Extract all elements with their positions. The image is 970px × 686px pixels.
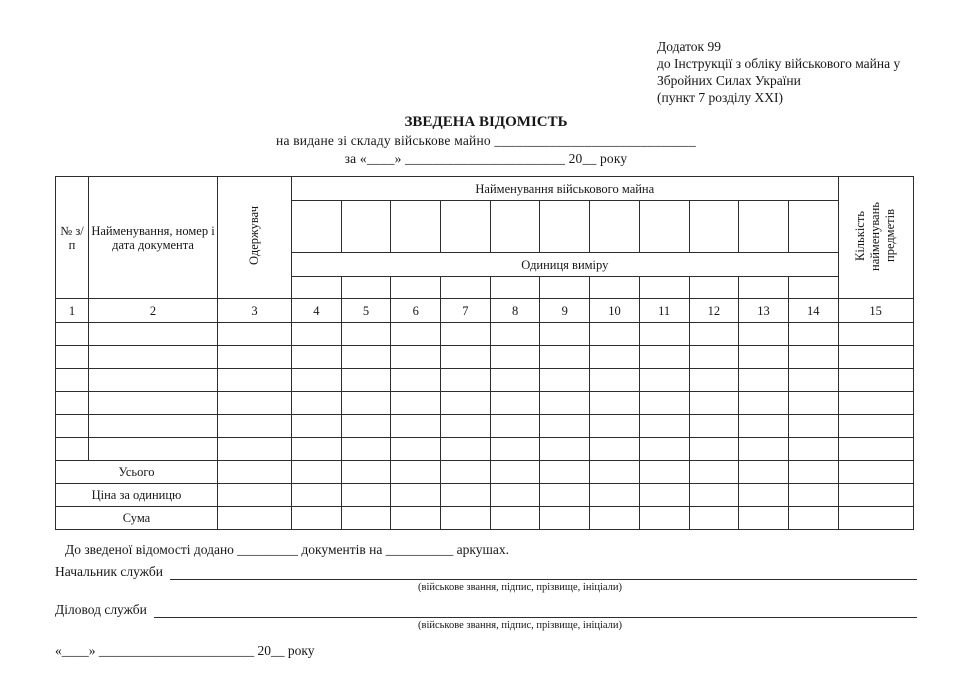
clerk-signature-line	[154, 603, 917, 618]
table-cell	[540, 392, 590, 415]
table-cell	[441, 507, 491, 530]
table-cell	[639, 507, 689, 530]
table-cell	[56, 392, 89, 415]
table-cell	[341, 392, 391, 415]
form-period-line: за «____» _______________________ 20__ року	[344, 151, 628, 166]
form-title: ЗВЕДЕНА ВІДОМІСТЬ	[404, 114, 568, 130]
table-cell	[788, 507, 838, 530]
table-cell	[590, 323, 640, 346]
column-number: 1	[56, 299, 89, 323]
column-number: 3	[218, 299, 292, 323]
property-name-cell	[590, 201, 640, 253]
table-cell	[341, 461, 391, 484]
table-cell	[639, 415, 689, 438]
column-number: 7	[441, 299, 491, 323]
property-name-cell	[441, 201, 491, 253]
table-cell	[341, 369, 391, 392]
table-cell	[341, 415, 391, 438]
unit-cell	[788, 277, 838, 299]
table-cell	[292, 438, 342, 461]
table-cell	[540, 438, 590, 461]
table-cell	[540, 369, 590, 392]
column-number: 12	[689, 299, 739, 323]
table-cell	[441, 484, 491, 507]
table-cell	[838, 484, 913, 507]
table-cell	[689, 461, 739, 484]
table-cell	[490, 369, 540, 392]
table-cell	[292, 369, 342, 392]
property-name-cell	[639, 201, 689, 253]
table-cell	[540, 461, 590, 484]
table-cell	[689, 438, 739, 461]
table-cell	[391, 323, 441, 346]
table-cell	[639, 392, 689, 415]
table-cell	[739, 461, 789, 484]
column-number: 11	[639, 299, 689, 323]
table-cell	[391, 369, 441, 392]
appendix-line: до Інструкції з обліку військового майна у	[657, 56, 901, 71]
chief-signature-row	[55, 563, 917, 580]
unit-cell	[391, 277, 441, 299]
table-cell	[788, 392, 838, 415]
table-cell	[218, 369, 292, 392]
property-name-cell	[341, 201, 391, 253]
summary-table	[55, 176, 914, 530]
property-name-cell	[739, 201, 789, 253]
table-cell	[391, 346, 441, 369]
table-cell	[689, 392, 739, 415]
table-cell	[218, 392, 292, 415]
unit-cell	[341, 277, 391, 299]
table-cell	[739, 323, 789, 346]
table-cell	[788, 323, 838, 346]
table-cell	[218, 484, 292, 507]
table-cell	[441, 323, 491, 346]
table-cell	[218, 461, 292, 484]
table-cell	[341, 484, 391, 507]
table-cell	[441, 415, 491, 438]
clerk-label: Діловод служби	[55, 602, 147, 617]
table-cell	[838, 323, 913, 346]
table-cell	[540, 507, 590, 530]
table-cell	[490, 507, 540, 530]
table-cell	[56, 438, 89, 461]
table-cell	[590, 507, 640, 530]
table-cell	[490, 323, 540, 346]
column-number: 15	[838, 299, 913, 323]
table-cell	[391, 484, 441, 507]
table-cell	[590, 415, 640, 438]
table-cell	[540, 415, 590, 438]
col-header-document: Найменування, номер і дата документа	[89, 177, 218, 299]
table-cell	[441, 438, 491, 461]
quantity-vertical-label: Кількість найменувань предметів	[853, 201, 898, 271]
table-cell	[540, 323, 590, 346]
table-cell	[590, 461, 640, 484]
table-cell	[788, 484, 838, 507]
chief-signature-line	[170, 565, 917, 580]
table-cell	[89, 323, 218, 346]
table-cell	[391, 392, 441, 415]
table-cell	[639, 346, 689, 369]
table-cell	[89, 346, 218, 369]
table-cell	[788, 461, 838, 484]
table-cell	[292, 415, 342, 438]
unit-cell	[441, 277, 491, 299]
table-cell	[639, 438, 689, 461]
table-cell	[292, 392, 342, 415]
footer-label-unit-price: Ціна за одиницю	[56, 484, 218, 507]
table-cell	[590, 346, 640, 369]
column-number: 14	[788, 299, 838, 323]
table-cell	[739, 415, 789, 438]
property-name-cell	[490, 201, 540, 253]
table-cell	[540, 484, 590, 507]
table-cell	[590, 392, 640, 415]
footer-label-sum: Сума	[56, 507, 218, 530]
column-number: 4	[292, 299, 342, 323]
table-cell	[218, 323, 292, 346]
table-cell	[639, 484, 689, 507]
table-cell	[689, 507, 739, 530]
table-cell	[341, 507, 391, 530]
table-cell	[590, 369, 640, 392]
table-cell	[838, 415, 913, 438]
signature-caption: (військове звання, підпис, прізвище, ініціали)	[417, 582, 623, 593]
appendix-line: (пункт 7 розділу XXI)	[657, 90, 784, 105]
clerk-signature-row	[55, 601, 917, 618]
column-number: 2	[89, 299, 218, 323]
unit-cell	[292, 277, 342, 299]
table-cell	[490, 438, 540, 461]
table-cell	[218, 507, 292, 530]
footer-label-total: Усього	[56, 461, 218, 484]
table-cell	[56, 369, 89, 392]
table-cell	[56, 346, 89, 369]
column-number: 5	[341, 299, 391, 323]
table-cell	[441, 392, 491, 415]
table-cell	[292, 484, 342, 507]
table-cell	[838, 392, 913, 415]
table-cell	[639, 323, 689, 346]
table-cell	[218, 438, 292, 461]
table-cell	[89, 415, 218, 438]
table-cell	[788, 415, 838, 438]
table-cell	[689, 369, 739, 392]
property-name-cell	[689, 201, 739, 253]
table-cell	[490, 461, 540, 484]
property-name-cell	[788, 201, 838, 253]
table-cell	[490, 484, 540, 507]
column-number: 13	[739, 299, 789, 323]
appendix-block	[657, 38, 917, 106]
table-cell	[639, 461, 689, 484]
unit-cell	[590, 277, 640, 299]
chief-label: Начальник служби	[55, 564, 163, 579]
table-cell	[689, 415, 739, 438]
table-cell	[490, 392, 540, 415]
property-name-cell	[292, 201, 342, 253]
table-cell	[341, 323, 391, 346]
table-cell	[838, 346, 913, 369]
table-cell	[441, 369, 491, 392]
table-cell	[292, 323, 342, 346]
table-cell	[788, 369, 838, 392]
table-cell	[441, 461, 491, 484]
table-cell	[341, 346, 391, 369]
table-cell	[292, 461, 342, 484]
col-header-quantity	[838, 177, 913, 299]
table-cell	[689, 484, 739, 507]
table-cell	[89, 392, 218, 415]
table-cell	[490, 415, 540, 438]
table-cell	[838, 438, 913, 461]
property-name-cell	[540, 201, 590, 253]
table-cell	[441, 346, 491, 369]
table-cell	[788, 346, 838, 369]
table-cell	[56, 323, 89, 346]
table-cell	[56, 415, 89, 438]
table-cell	[391, 415, 441, 438]
table-cell	[218, 346, 292, 369]
table-cell	[590, 438, 640, 461]
table-cell	[391, 438, 441, 461]
column-number: 9	[540, 299, 590, 323]
table-cell	[689, 346, 739, 369]
table-cell	[689, 323, 739, 346]
col-header-no: № з/п	[56, 177, 89, 299]
date-line: «____» _______________________ 20__ року	[55, 643, 315, 658]
table-cell	[838, 507, 913, 530]
unit-cell	[739, 277, 789, 299]
table-cell	[341, 438, 391, 461]
table-cell	[739, 484, 789, 507]
col-header-property-name: Найменування військового майна	[292, 177, 839, 201]
table-cell	[838, 461, 913, 484]
appendix-line: Збройних Силах України	[657, 73, 801, 88]
col-header-receiver	[218, 177, 292, 299]
unit-cell	[689, 277, 739, 299]
column-number: 10	[590, 299, 640, 323]
table-cell	[218, 415, 292, 438]
table-cell	[838, 369, 913, 392]
column-number: 6	[391, 299, 441, 323]
table-cell	[490, 346, 540, 369]
column-number: 8	[490, 299, 540, 323]
unit-cell	[490, 277, 540, 299]
table-cell	[639, 369, 689, 392]
table-cell	[739, 369, 789, 392]
unit-cell	[540, 277, 590, 299]
property-name-cell	[391, 201, 441, 253]
table-cell	[540, 346, 590, 369]
table-cell	[739, 438, 789, 461]
table-cell	[391, 461, 441, 484]
table-cell	[292, 346, 342, 369]
receiver-vertical-label: Одержувач	[247, 206, 261, 266]
table-cell	[391, 507, 441, 530]
form-subtitle: на видане зі складу військове майно _____________________________	[276, 133, 696, 148]
table-cell	[590, 484, 640, 507]
table-cell	[89, 369, 218, 392]
appendix-line: Додаток 99	[657, 39, 721, 54]
table-cell	[739, 346, 789, 369]
col-header-unit: Одиниця виміру	[292, 253, 839, 277]
signature-caption: (військове звання, підпис, прізвище, ініціали)	[417, 620, 623, 631]
appended-documents-line: До зведеної відомості додано _________ документів на __________ аркушах.	[65, 542, 509, 557]
unit-cell	[639, 277, 689, 299]
table-cell	[788, 438, 838, 461]
table-cell	[89, 438, 218, 461]
table-cell	[292, 507, 342, 530]
table-cell	[739, 507, 789, 530]
table-cell	[739, 392, 789, 415]
